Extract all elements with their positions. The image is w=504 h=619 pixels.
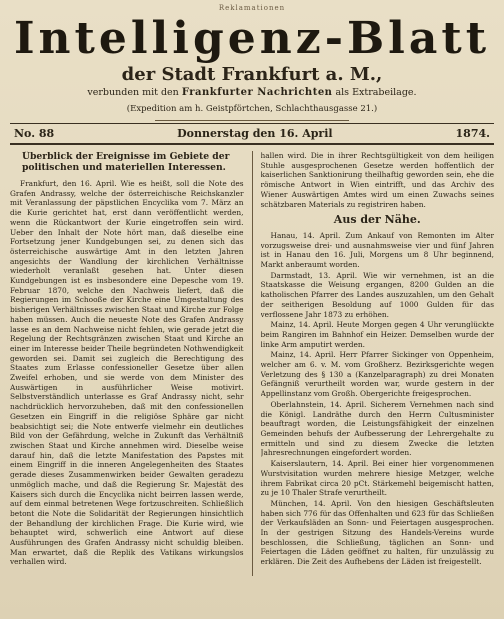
masthead-subtitle: der Stadt Frankfurt a. M., xyxy=(121,64,383,85)
column-separator xyxy=(252,151,253,576)
news-item: Mainz, 14. April. Heute Morgen gegen 4 Uhr verunglückte beim Rangiren im Bahnhof ein Heizer. Demselben wurde der linke Arm amputirt werden. xyxy=(260,320,494,349)
top-note: Reklamationen xyxy=(218,4,286,12)
article-headline: Überblick der Ereignisse im Gebiete der politischen und materiellen Interessen. xyxy=(22,151,230,173)
expedition-address: (Expedition am h. Geistpförtchen, Schlachthausgasse 21.) xyxy=(126,104,378,114)
dateline xyxy=(10,123,494,145)
masthead-title: Intelligenz-Blatt xyxy=(13,13,491,64)
tagline-post: als Extrabeilage. xyxy=(335,87,417,98)
news-item: Hanau, 14. April. Zum Ankauf von Remonten im Alter vorzugsweise drei- und ausnahmsweise vier und fünf Jahren ist in Hanau den 16. Juli, Morgens um 8 Uhr beginnend, Markt anberaumt worden. xyxy=(260,230,494,270)
issue-year: 1874. xyxy=(455,127,490,140)
issue-date: Donnerstag den 16. April xyxy=(177,127,333,140)
masthead-tagline xyxy=(10,86,494,99)
section-title: Aus der Nähe. xyxy=(333,213,421,227)
news-item: Darmstadt, 13. April. Wie wir vernehmen, ist an die Staatskasse die Weisung ergangen, 8200 Gulden an die katholischen Pfarrer des Landes auszuzahlen, um den Gehalt der seitherigen Besoldung auf 1000 Gulden für das verflossene Jahr 1873 zu erhöhen. xyxy=(260,270,494,319)
issue-number: No. 88 xyxy=(14,127,55,140)
tagline-paper: Frankfurter Nachrichten xyxy=(181,87,333,98)
news-item: Oberlahnstein, 14. April. Sicherem Vernehmen nach sind die Königl. Landräthe durch den Herrn Cultusminister beauftragt worden, die Leistungsfähigkeit der einzelnen Gemeinden behufs der Aufbesserung der Lehrergehalte zu ermitteln und sind zu diesem Zwecke die letzten Jahresrechnungen eingefordert worden. xyxy=(260,399,494,458)
article-columns xyxy=(10,151,494,576)
right-column xyxy=(261,151,495,576)
ornament-divider xyxy=(155,120,349,121)
left-column xyxy=(10,151,244,576)
news-item: Mainz, 14. April. Herr Pfarrer Sickinger von Oppenheim, welcher am 6. v. M. vom Großherz. Bezirksgerichte wegen Verletzung des § 130 a (Kanzelparagraph) zu drei Monaten Gefängniß verurtheilt worden war, wurde gestern in der Appellinstanz vom Großh. Obergerichte freigesprochen. xyxy=(260,350,494,399)
news-item: München, 14. April. Von den hiesigen Geschäftsleuten haben sich 776 für das Offenhalten und 623 für das Schließen der Verkaufsläden an Sonn- und Feiertagen ausgesprochen. In der gestrigen Sitzung des Handels-Vereins wurde beschlossen, die Schließung, täglichen an Sonn- und Feiertagen die Läden geöffnet zu halten, für unzulässig zu erklären. Die Zeit des Aufhebens der Läden ist freigestellt. xyxy=(260,498,494,567)
continued-paragraph: hallen wird. Die in ihrer Rechtsgültigkeit von dem heiligen Stuhle ausgesprochenen Gesetze werden hoffentlich der kaiserlichen Sanktionirung theilhaftig geworden sein, ehe die römische Antwort in Wien eintrifft, und das Archiv des Wiener Auswärtigen Amtes wird um einen Zuwachs seines schätzbaren Materials zu registriren haben. xyxy=(260,151,494,209)
article-paragraph: Frankfurt, den 16. April. Wie es heißt, soll die Note des Grafen Andrassy, welche der österreichische Reichskanzler mit Veranlassung der päpstlichen Encyclika vom 7. März an die Kurie gerichtet hat, erst dann veröffentlicht werden, wenn die Rückantwort der Kurie eingetroffen sein wird. Ueber den Inhalt der Note hört man, daß dieselbe eine Fortsetzung jener Kundgebungen sei, zu denen sich das österreichische auswärtige Amt in den letzten Jahren angesichts der Wandlung der kirchlichen Verhältnisse wiederholt veranlaßt gesehen hat. Unter diesen Kundgebungen ist es insbesondere eine Depesche vom 19. Februar 1870, welche den Nachweis liefert, daß die Regierungen im Schooße der Kirche eine Umgestaltung des bisherigen Verhältnisses zwischen Staat und Kirche zur Folge haben müssen. Auch die neueste Note des Grafen Andrassy lasse es an dem Nachweise nicht fehlen, wie gerade jetzt die Regelung der Rechtsgränzen zwischen Staat und Kirche an einer im Interesse beider Theile begründeten Nothwendigkeit geworden sei. Damit sei zugleich die Berechtigung des Staates zum Erlasse confessioneller Gesetze über allen Zweifel erhoben, und sie werde von dem Minister des Auswärtigen in ausführlicher Weise motivirt. Selbstverständlich unterlasse es Graf Andrassy nicht, sehr nachdrücklich hervorzuheben, daß mit den confessionellen Gesetzen ein Eingriff in die religiöse Sphäre gar nicht beabsichtigt sei; die Note entwerfe vielmehr ein deutliches Bild von der Gefährdung, welche in Zukunft das Verhältniß zwischen Staat und Kirche annehmen wird. Dieselbe weise darauf hin, daß die letzte Manifestation des Papstes mit einem Eingriff in die inneren Angelegenheiten des Staates gerade dieses Zusammenwirken beider Gewalten geradezu unmöglich mache, und daß die Regierung Sr. Majestät des Kaisers sich durch die Encyclika nicht beirren lassen werde, auf dem einmal betretenen Wege fortzuschreiten. Schließlich betont die Note die Solidarität der Regierungen hinsichtlich der Behandlung der kirchlichen Frage. Die Kurie wird, wie behauptet wird, schwerlich eine Antwort auf diese Ausführungen des Grafen Andrassy nicht schuldig bleiben. Man erwartet, daß die Replik des Vatikans wirkungslos verhallen wird. xyxy=(10,179,244,567)
tagline-pre: verbunden mit den xyxy=(87,87,179,98)
news-item: Kaiserslautern, 14. April. Bei einer hier vorgenommenen Wurstvisitation wurden mehrere hiesige Metzger, welche ihrem Fabrikat circa 20 pCt. Stärkemehl beigemischt hatten, zu je 10 Thaler Strafe verurtheilt. xyxy=(260,459,494,498)
